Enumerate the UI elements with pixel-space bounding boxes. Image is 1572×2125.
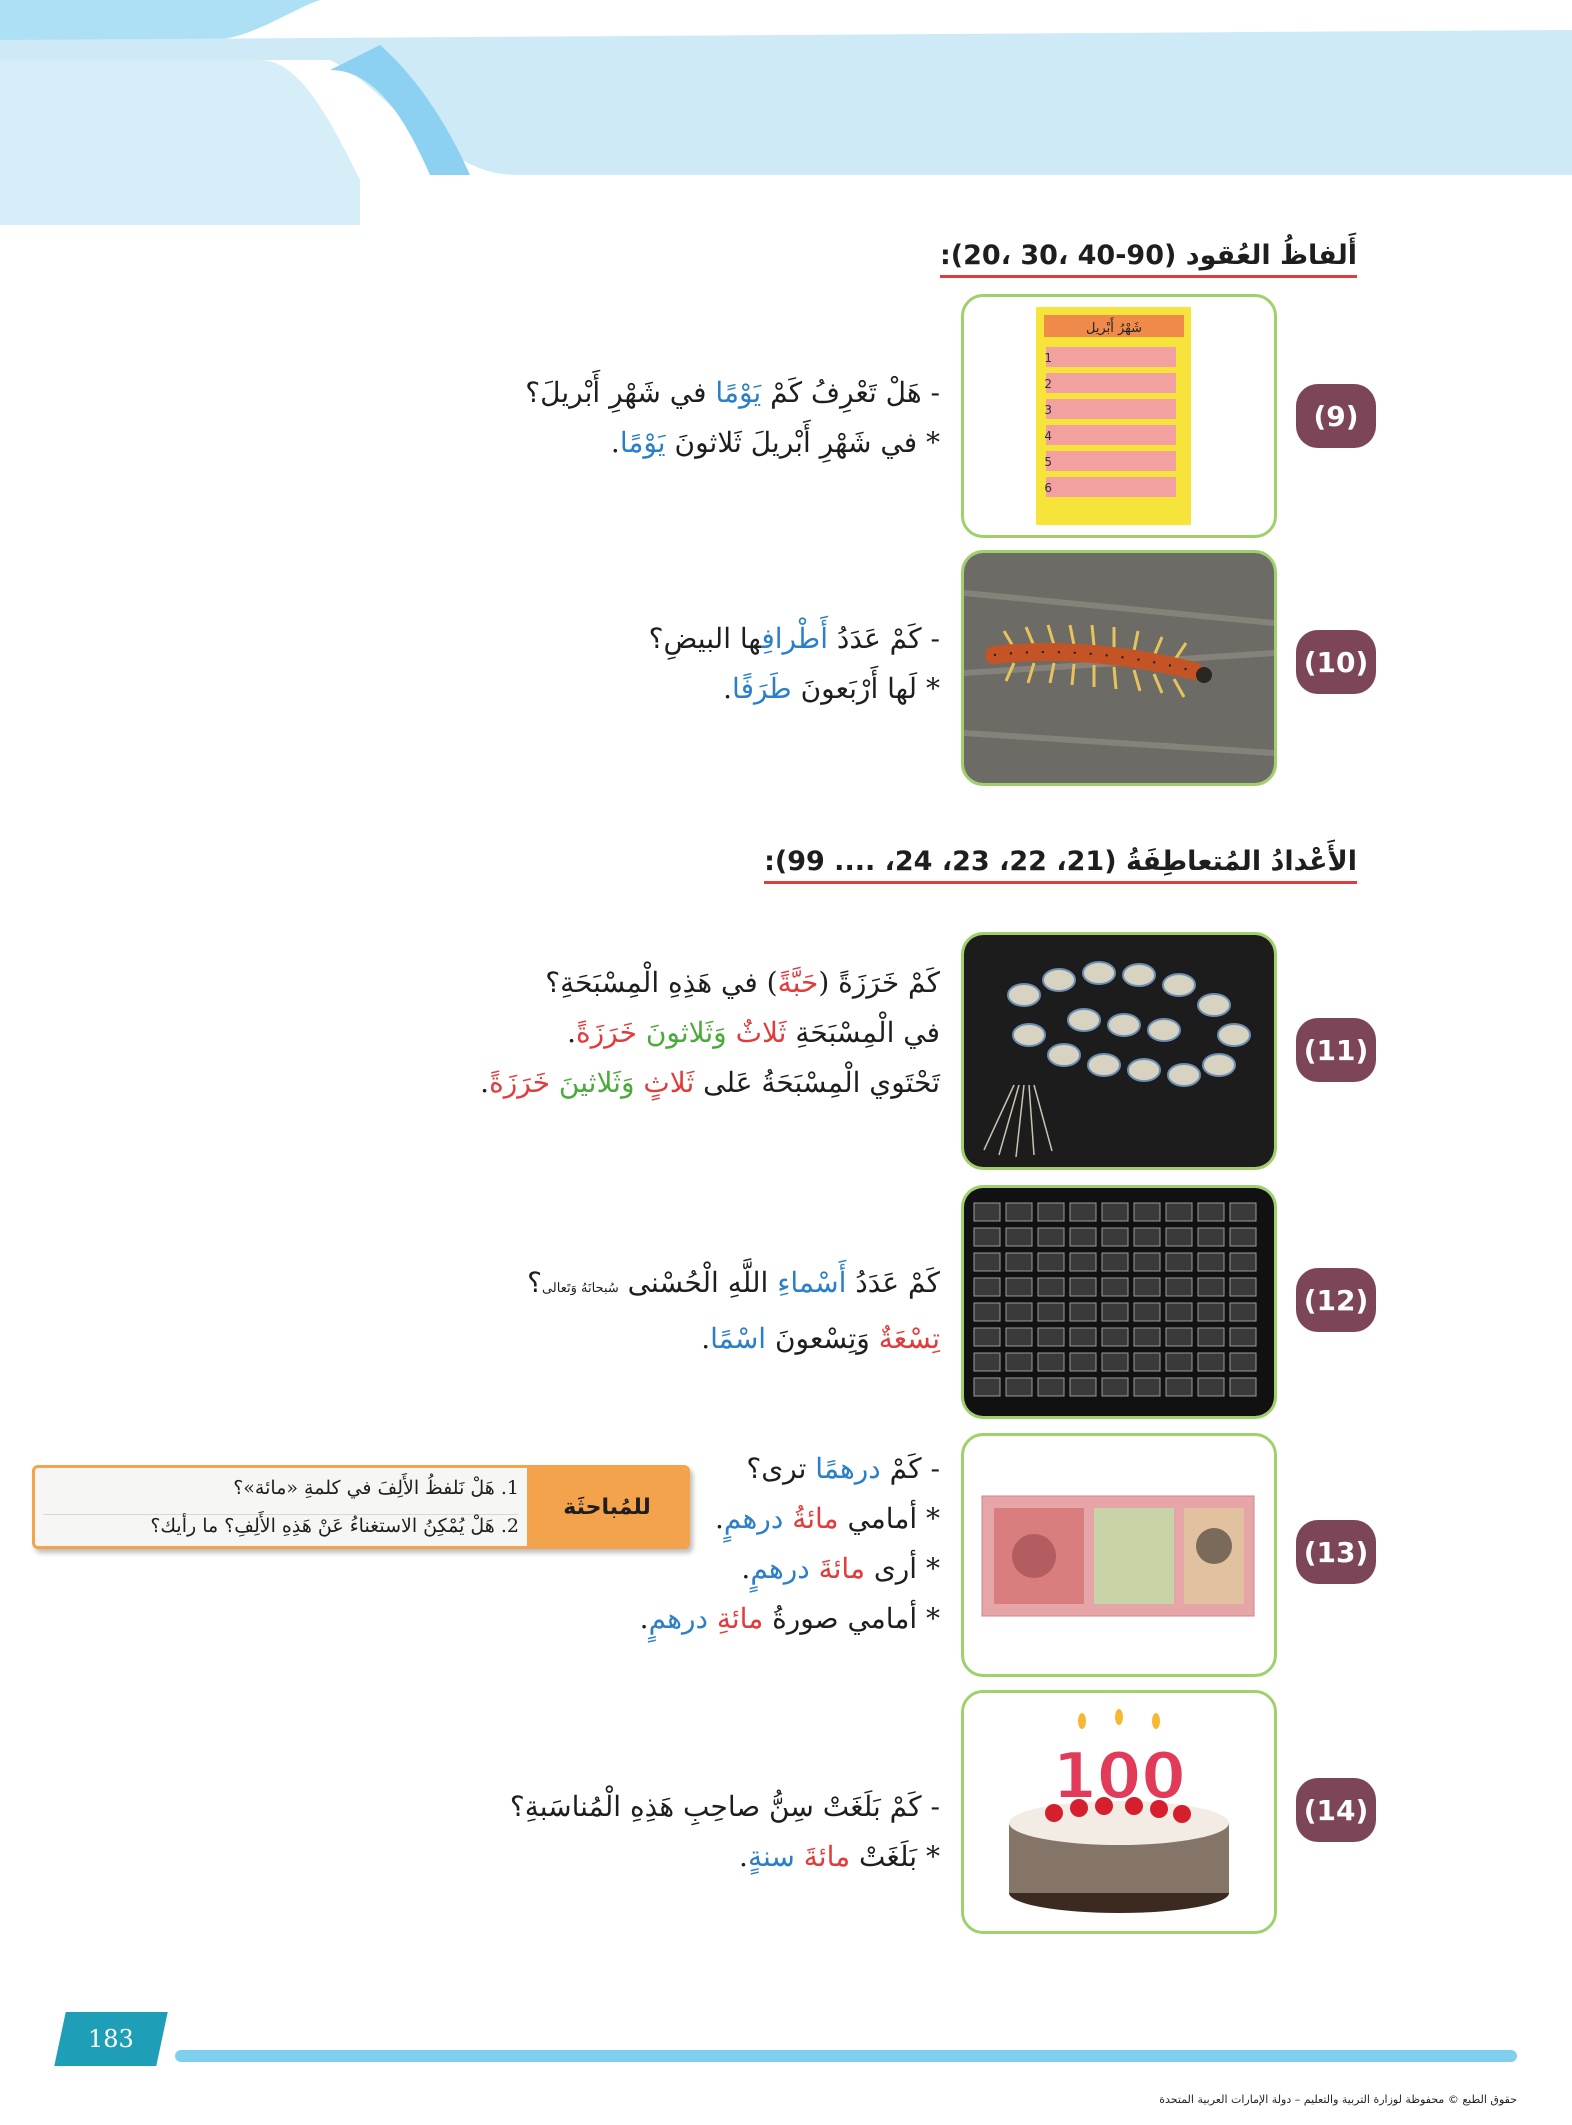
section-heading-decades: أَلفاظُ العُقود (90-40 ،30 ،20): [940, 240, 1357, 278]
item-number-badge: (11) [1296, 1018, 1376, 1082]
question-line: - كَمْ بَلَغَتْ سِنُّ صاحِبِ هَذِهِ الْمُناسَبةِ؟ [509, 1790, 940, 1823]
answer-line: * أمامي صورةُ مائةِ درهمٍ. [639, 1602, 940, 1635]
svg-text:5: 5 [1044, 455, 1052, 469]
banknote-image [961, 1433, 1277, 1677]
answer-line: تِسْعَةٌ وَتِسْعونَ اسْمًا. [701, 1322, 940, 1355]
discussion-questions [35, 1468, 527, 1546]
question-line: كَمْ خَرَزَةً (حَبَّةً) في هَذِهِ الْمِسْبَحَةِ؟ [545, 966, 940, 999]
answer-line: * أمامي مائةُ درهمٍ. [715, 1502, 940, 1535]
header-banner [0, 0, 1572, 230]
calendar-title: شَهْرُ أَبْريل [1085, 321, 1143, 336]
discussion-question: 2. هَلْ يُمْكِنُ الاستغناءُ عَنْ هَذِهِ الأَلِفِ؟ ما رأيك؟ [43, 1514, 519, 1537]
footer-divider [175, 2050, 1517, 2062]
answer-line: في الْمِسْبَحَةِ ثَلاثٌ وَثَلاثونَ خَرَزَةً. [567, 1016, 940, 1049]
svg-text:4: 4 [1044, 429, 1052, 443]
item-number-badge: (12) [1296, 1268, 1376, 1332]
item-number-badge: (9) [1296, 384, 1376, 448]
svg-text:6: 6 [1044, 481, 1052, 495]
centipede-image [961, 550, 1277, 786]
svg-text:1: 1 [1044, 351, 1052, 365]
item-12-text [527, 1258, 940, 1364]
item-14-text [510, 1782, 940, 1882]
cake-number-candles: 100 [1052, 1740, 1186, 1814]
answer-line: تَحْتَوي الْمِسْبَحَةُ عَلى ثَلاثٍ وَثَلاثينَ خَرَزَةً. [480, 1066, 940, 1099]
discussion-label: للمُباحثَة [527, 1468, 687, 1546]
question-line: - هَلْ تَعْرِفُ كَمْ يَوْمًا في شَهْرِ أَبْريلَ؟ [525, 376, 940, 409]
answer-line: * بَلَغَتْ مائةَ سنةٍ. [739, 1840, 940, 1873]
question-line: - كَمْ عَدَدُ أَطْرافِها البيضِ؟ [648, 622, 940, 655]
item-11-text [480, 958, 940, 1108]
prayer-beads-image [961, 932, 1277, 1170]
item-10-text [649, 614, 940, 714]
question-line: كَمْ عَدَدُ أَسْماءِ اللَّهِ الْحُسْنى سُبحانَهُ وَتَعالى؟ [527, 1266, 940, 1299]
calendar-image [961, 294, 1277, 538]
answer-line: * في شَهْرِ أَبْريلَ ثَلاثونَ يَوْمًا. [610, 426, 940, 459]
section-heading-compound-numbers: الأَعْدادُ المُتعاطِفَةُ (21، 22، 23، 24، .... 99): [764, 846, 1357, 884]
discussion-question: 1. هَلْ نَلفظُ الأَلِفَ في كلمةِ «مائة»؟ [233, 1477, 519, 1500]
answer-line: * أرى مائةَ درهمٍ. [741, 1552, 940, 1585]
answer-line: * لَها أَرْبَعونَ طَرَفًا. [723, 672, 940, 705]
page-number: 183 [54, 2012, 167, 2066]
copyright-text: حقوق الطبع © محفوظة لوزارة التربية والتعليم – دولة الإمارات العربية المتحدة [1159, 2093, 1517, 2106]
item-number-badge: (13) [1296, 1520, 1376, 1584]
question-line: - كَمْ درهمًا ترى؟ [746, 1452, 940, 1485]
svg-text:3: 3 [1044, 403, 1052, 417]
svg-text:2: 2 [1044, 377, 1052, 391]
item-number-badge: (10) [1296, 630, 1376, 694]
discussion-box [32, 1465, 690, 1549]
item-9-text [525, 368, 940, 468]
names-of-allah-image [961, 1185, 1277, 1419]
item-number-badge: (14) [1296, 1778, 1376, 1842]
birthday-cake-image [961, 1690, 1277, 1934]
